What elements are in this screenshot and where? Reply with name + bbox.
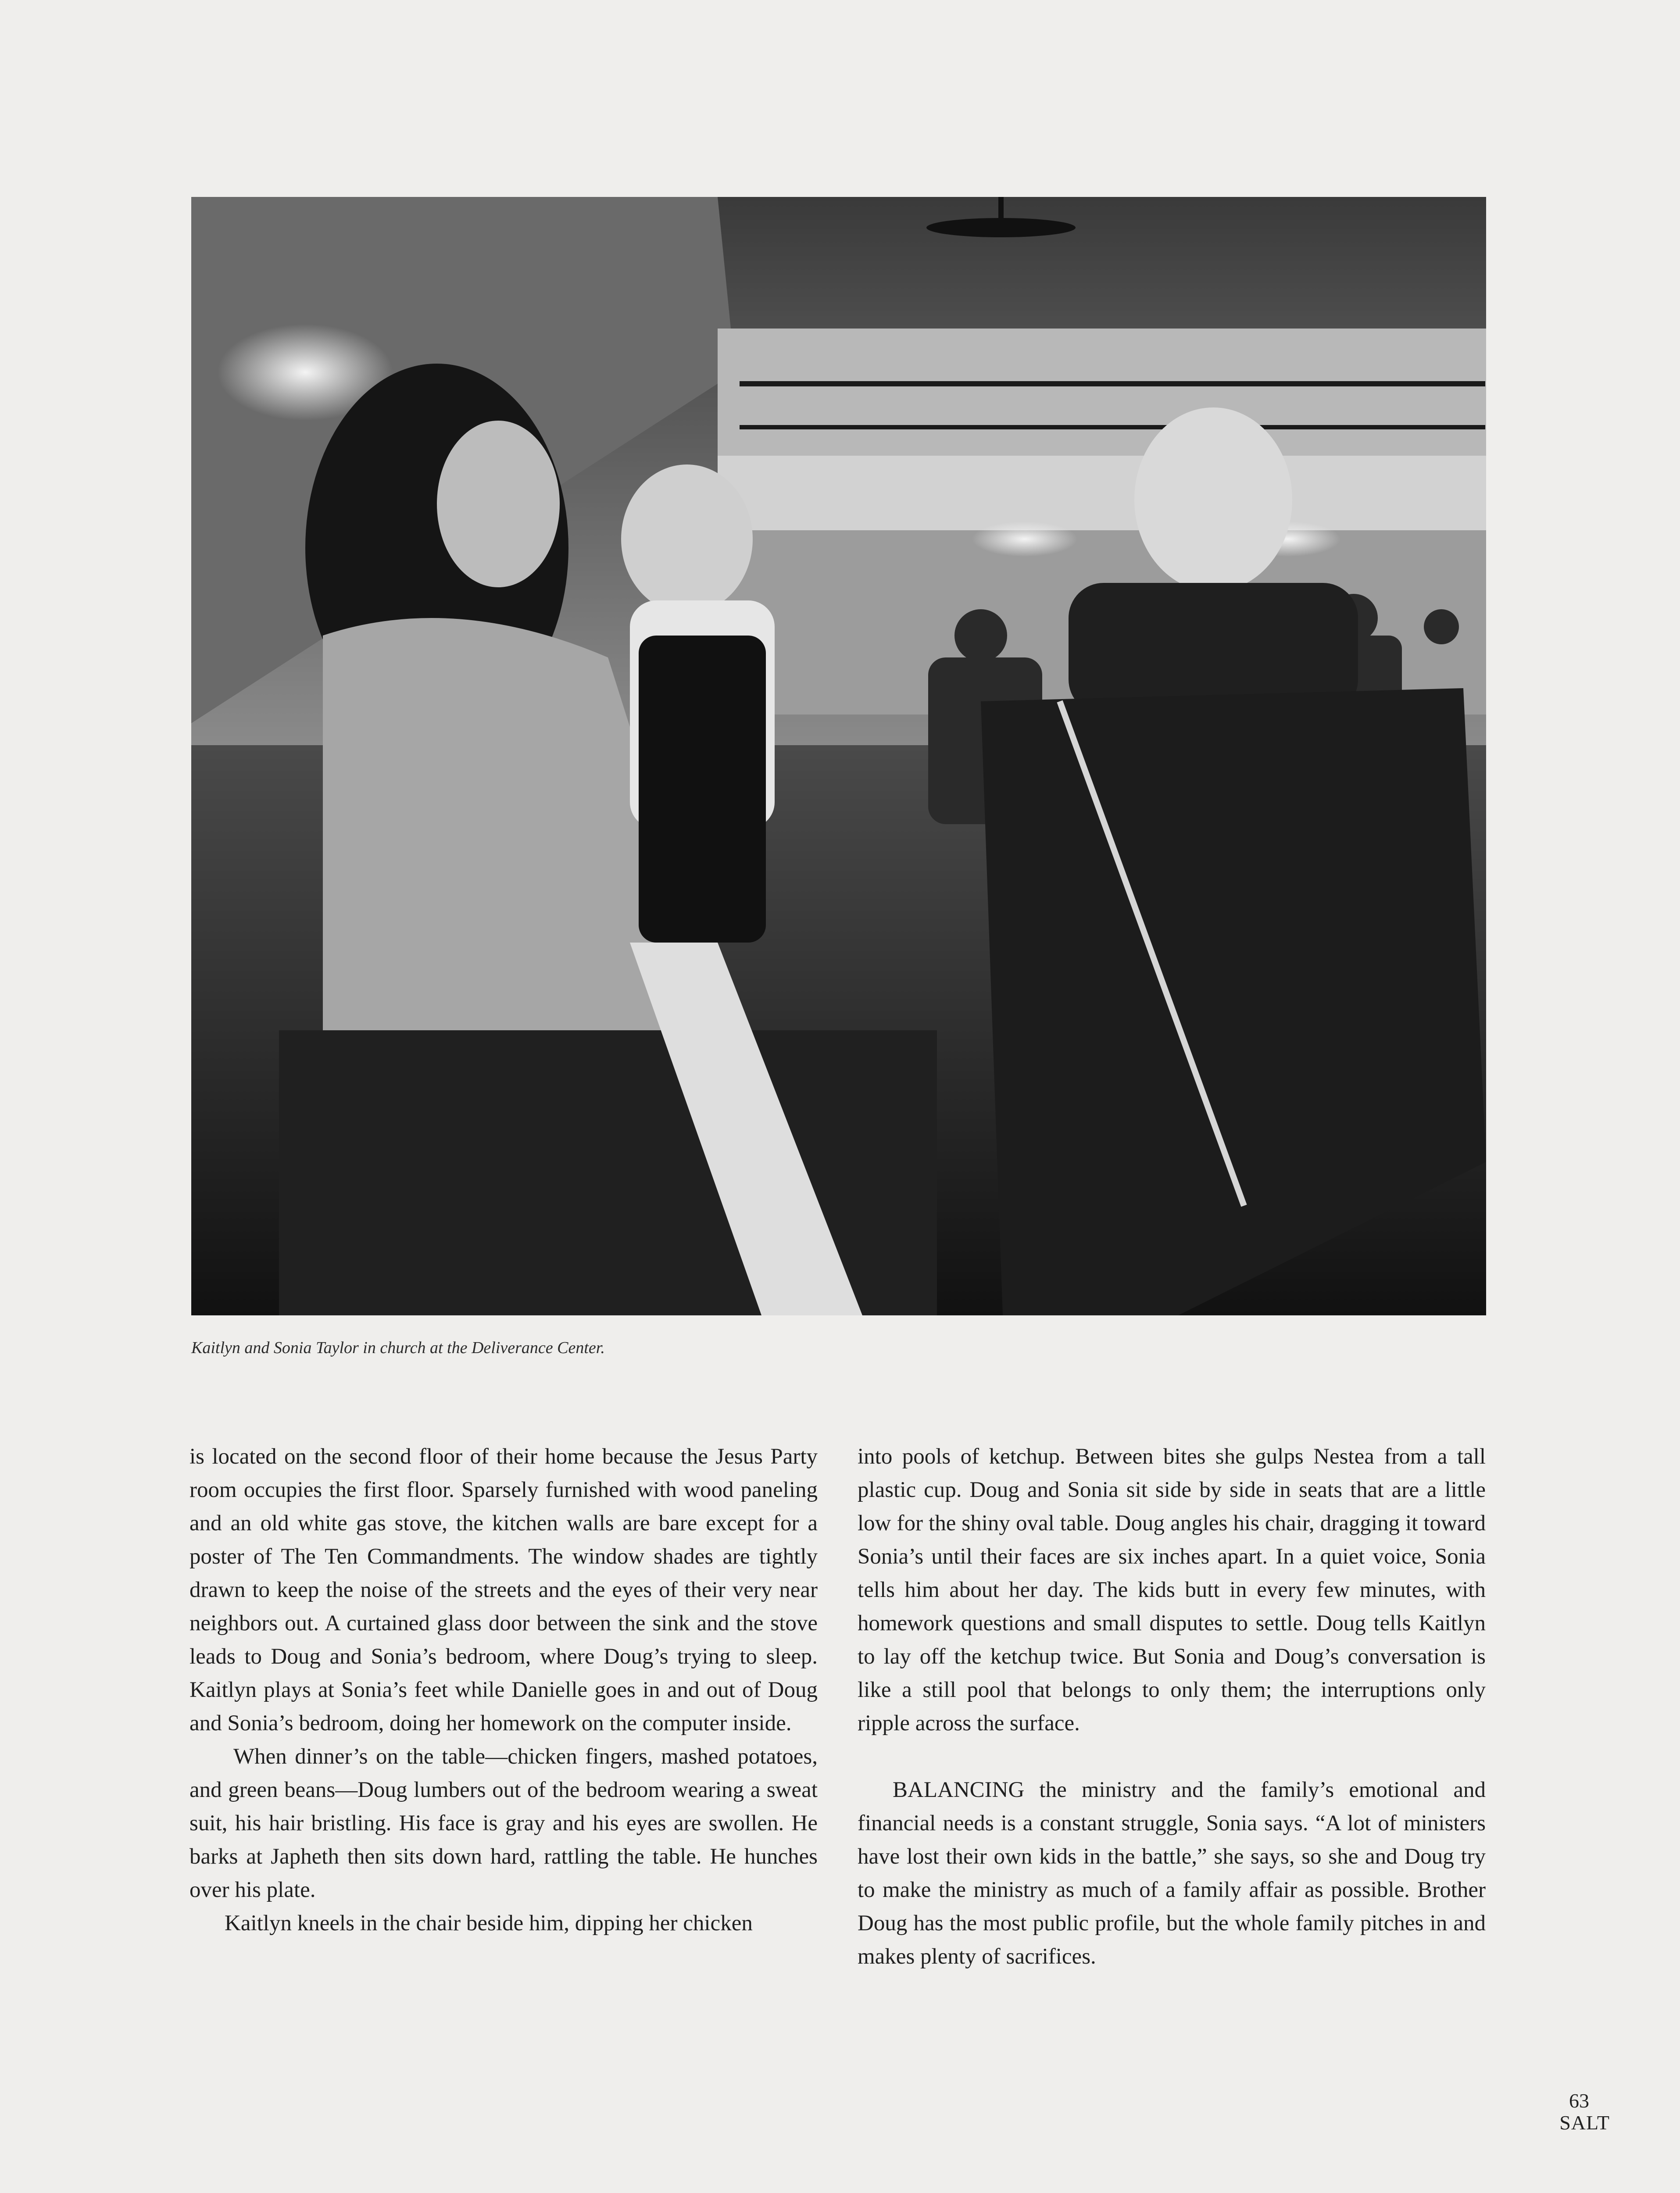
magazine-name: SALT	[1559, 2111, 1610, 2134]
article-column-left	[189, 1440, 818, 1940]
photo-caption: Kaitlyn and Sonia Taylor in church at the Deliverance Center.	[191, 1339, 605, 1357]
paragraph: into pools of ketchup. Between bites she gulps Nestea from a tall plastic cup. Doug and Sonia sit side by side in seats that are a little low for the shiny oval table. Doug angles his chair, dragging it toward Sonia’s until their faces are six inches apart. In a quiet voice, Sonia tells him about her day. The kids butt in every few minutes, with homework questions and small disputes to settle. Doug tells Kaitlyn to lay off the ketchup twice. But Sonia and Doug’s conversation is like a still pool that belongs to only them; the interruptions only ripple across the surface.	[858, 1444, 1486, 1736]
church-photo	[191, 197, 1486, 1315]
page-number: 63	[1569, 2089, 1589, 2112]
paragraph: is located on the second floor of their home because the Jesus Party room occupies the first floor. Sparsely furnished with wood paneling and an old white gas stove, the kitchen walls are bare except for a poster of The Ten Commandments. The window shades are tightly drawn to keep the noise of the streets and the eyes of their very near neighbors out. A curtained glass door between the sink and the stove leads to Doug and Sonia’s bedroom, where Doug’s trying to sleep. Kaitlyn plays at Sonia’s feet while Danielle goes in and out of Doug and Sonia’s bedroom, doing her homework on the computer inside.	[189, 1444, 818, 1736]
paragraph: When dinner’s on the table—chicken fingers, mashed potatoes, and green beans—Doug lumbers out of the bedroom wearing a sweat suit, his hair bristling. His face is gray and his eyes are swollen. He barks at Japheth then sits down hard, rattling the table. He hunches over his plate.	[189, 1744, 818, 1902]
page-folio	[1522, 2090, 1610, 2134]
paragraph: BALANCING the ministry and the family’s emotional and financial needs is a constant struggle, Sonia says. “A lot of ministers have lost their own kids in the battle,” she says, so she and Doug try to make the ministry as much of a family affair as possible. Brother Doug has the most public profile, but the whole family pitches in and makes plenty of sacrifices.	[858, 1778, 1486, 1969]
photo-illustration	[191, 197, 1486, 1315]
article-column-right	[858, 1440, 1486, 1973]
paragraph: Kaitlyn kneels in the chair beside him, dipping her chicken	[225, 1911, 753, 1936]
